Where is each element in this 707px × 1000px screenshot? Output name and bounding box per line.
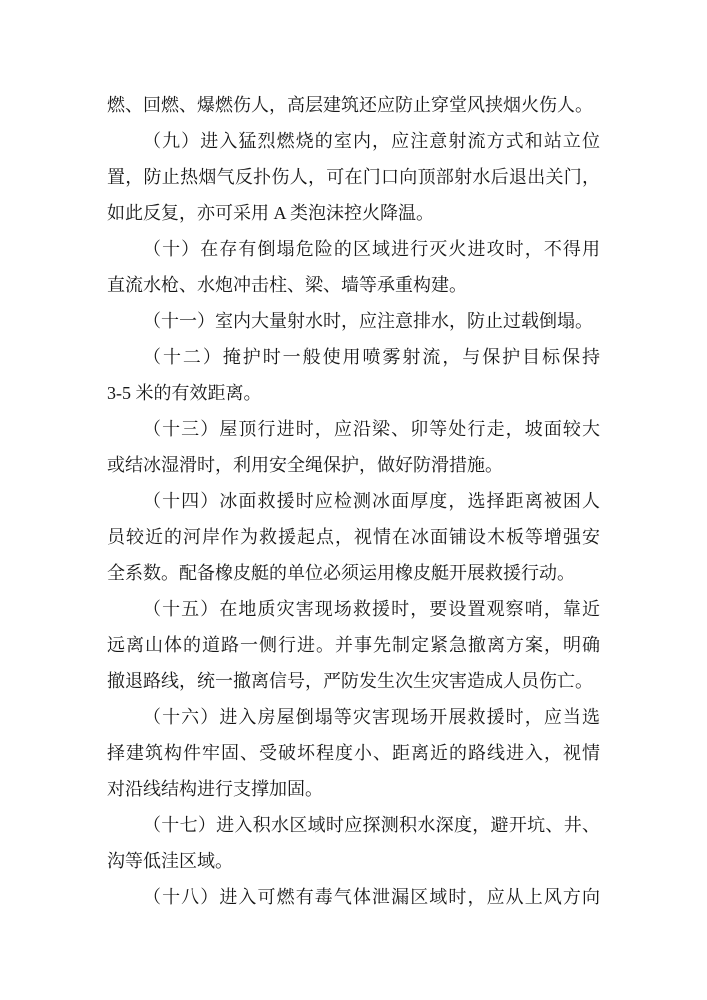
- paragraph-11: [107, 303, 600, 339]
- text-line: （九）进入猛烈燃烧的室内，应注意射流方式和站立位: [143, 131, 600, 151]
- document-page: [107, 87, 600, 915]
- paragraph-12: [107, 339, 600, 411]
- text-line: （十）在存有倒塌危险的区域进行灭火进攻时，不得用: [143, 239, 600, 259]
- text-line: （十一）室内大量射水时，应注意排水，防止过载倒塌。: [143, 311, 593, 331]
- paragraph-15: [107, 591, 600, 699]
- paragraph-continued: [107, 87, 600, 123]
- text-line: （十四）冰面救援时应检测冰面厚度，选择距离被困人: [143, 491, 600, 511]
- text-line: （十六）进入房屋倒塌等灾害现场开展救援时，应当选: [143, 707, 600, 727]
- text-line: 全系数。配备橡皮艇的单位必须运用橡皮艇开展救援行动。: [107, 563, 575, 583]
- text-line: （十三）屋顶行进时，应沿梁、卯等处行走，坡面较大: [143, 419, 600, 439]
- text-line: 远离山体的道路一侧行进。并事先制定紧急撤离方案，明确: [107, 635, 600, 655]
- text-line: （十八）进入可燃有毒气体泄漏区域时，应从上风方向: [143, 887, 600, 907]
- text-line: 置，防止热烟气反扑伤人，可在门口向顶部射水后退出关门，: [107, 167, 600, 187]
- paragraph-18: [107, 879, 600, 915]
- text-line: 或结冰湿滑时，利用安全绳保护，做好防滑措施。: [107, 455, 503, 475]
- text-line: 择建筑构件牢固、受破坏程度小、距离近的路线进入，视情: [107, 743, 600, 763]
- text-line: 员较近的河岸作为救援起点，视情在冰面铺设木板等增强安: [107, 527, 600, 547]
- text-line: 撤退路线，统一撤离信号，严防发生次生灾害造成人员伤亡。: [107, 671, 593, 691]
- paragraph-14: [107, 483, 600, 591]
- text-line: 3-5 米的有效距离。: [107, 383, 262, 403]
- text-line: 对沿线结构进行支撑加固。: [107, 779, 323, 799]
- text-line: 燃、回燃、爆燃伤人，高层建筑还应防止穿堂风挟烟火伤人。: [107, 95, 593, 115]
- text-line: 沟等低洼区域。: [107, 851, 233, 871]
- text-line: 如此反复，亦可采用 A 类泡沫控火降温。: [107, 203, 435, 223]
- paragraph-16: [107, 699, 600, 807]
- paragraph-13: [107, 411, 600, 483]
- paragraph-10: [107, 231, 600, 303]
- text-line: （十七）进入积水区域时应探测积水深度，避开坑、井、: [143, 815, 600, 835]
- text-line: （十五）在地质灾害现场救援时，要设置观察哨，靠近: [143, 599, 600, 619]
- paragraph-9: [107, 123, 600, 231]
- paragraph-17: [107, 807, 600, 879]
- text-line: 直流水枪、水炮冲击柱、梁、墙等承重构建。: [107, 275, 467, 295]
- text-line: （十二）掩护时一般使用喷雾射流，与保护目标保持: [143, 347, 600, 367]
